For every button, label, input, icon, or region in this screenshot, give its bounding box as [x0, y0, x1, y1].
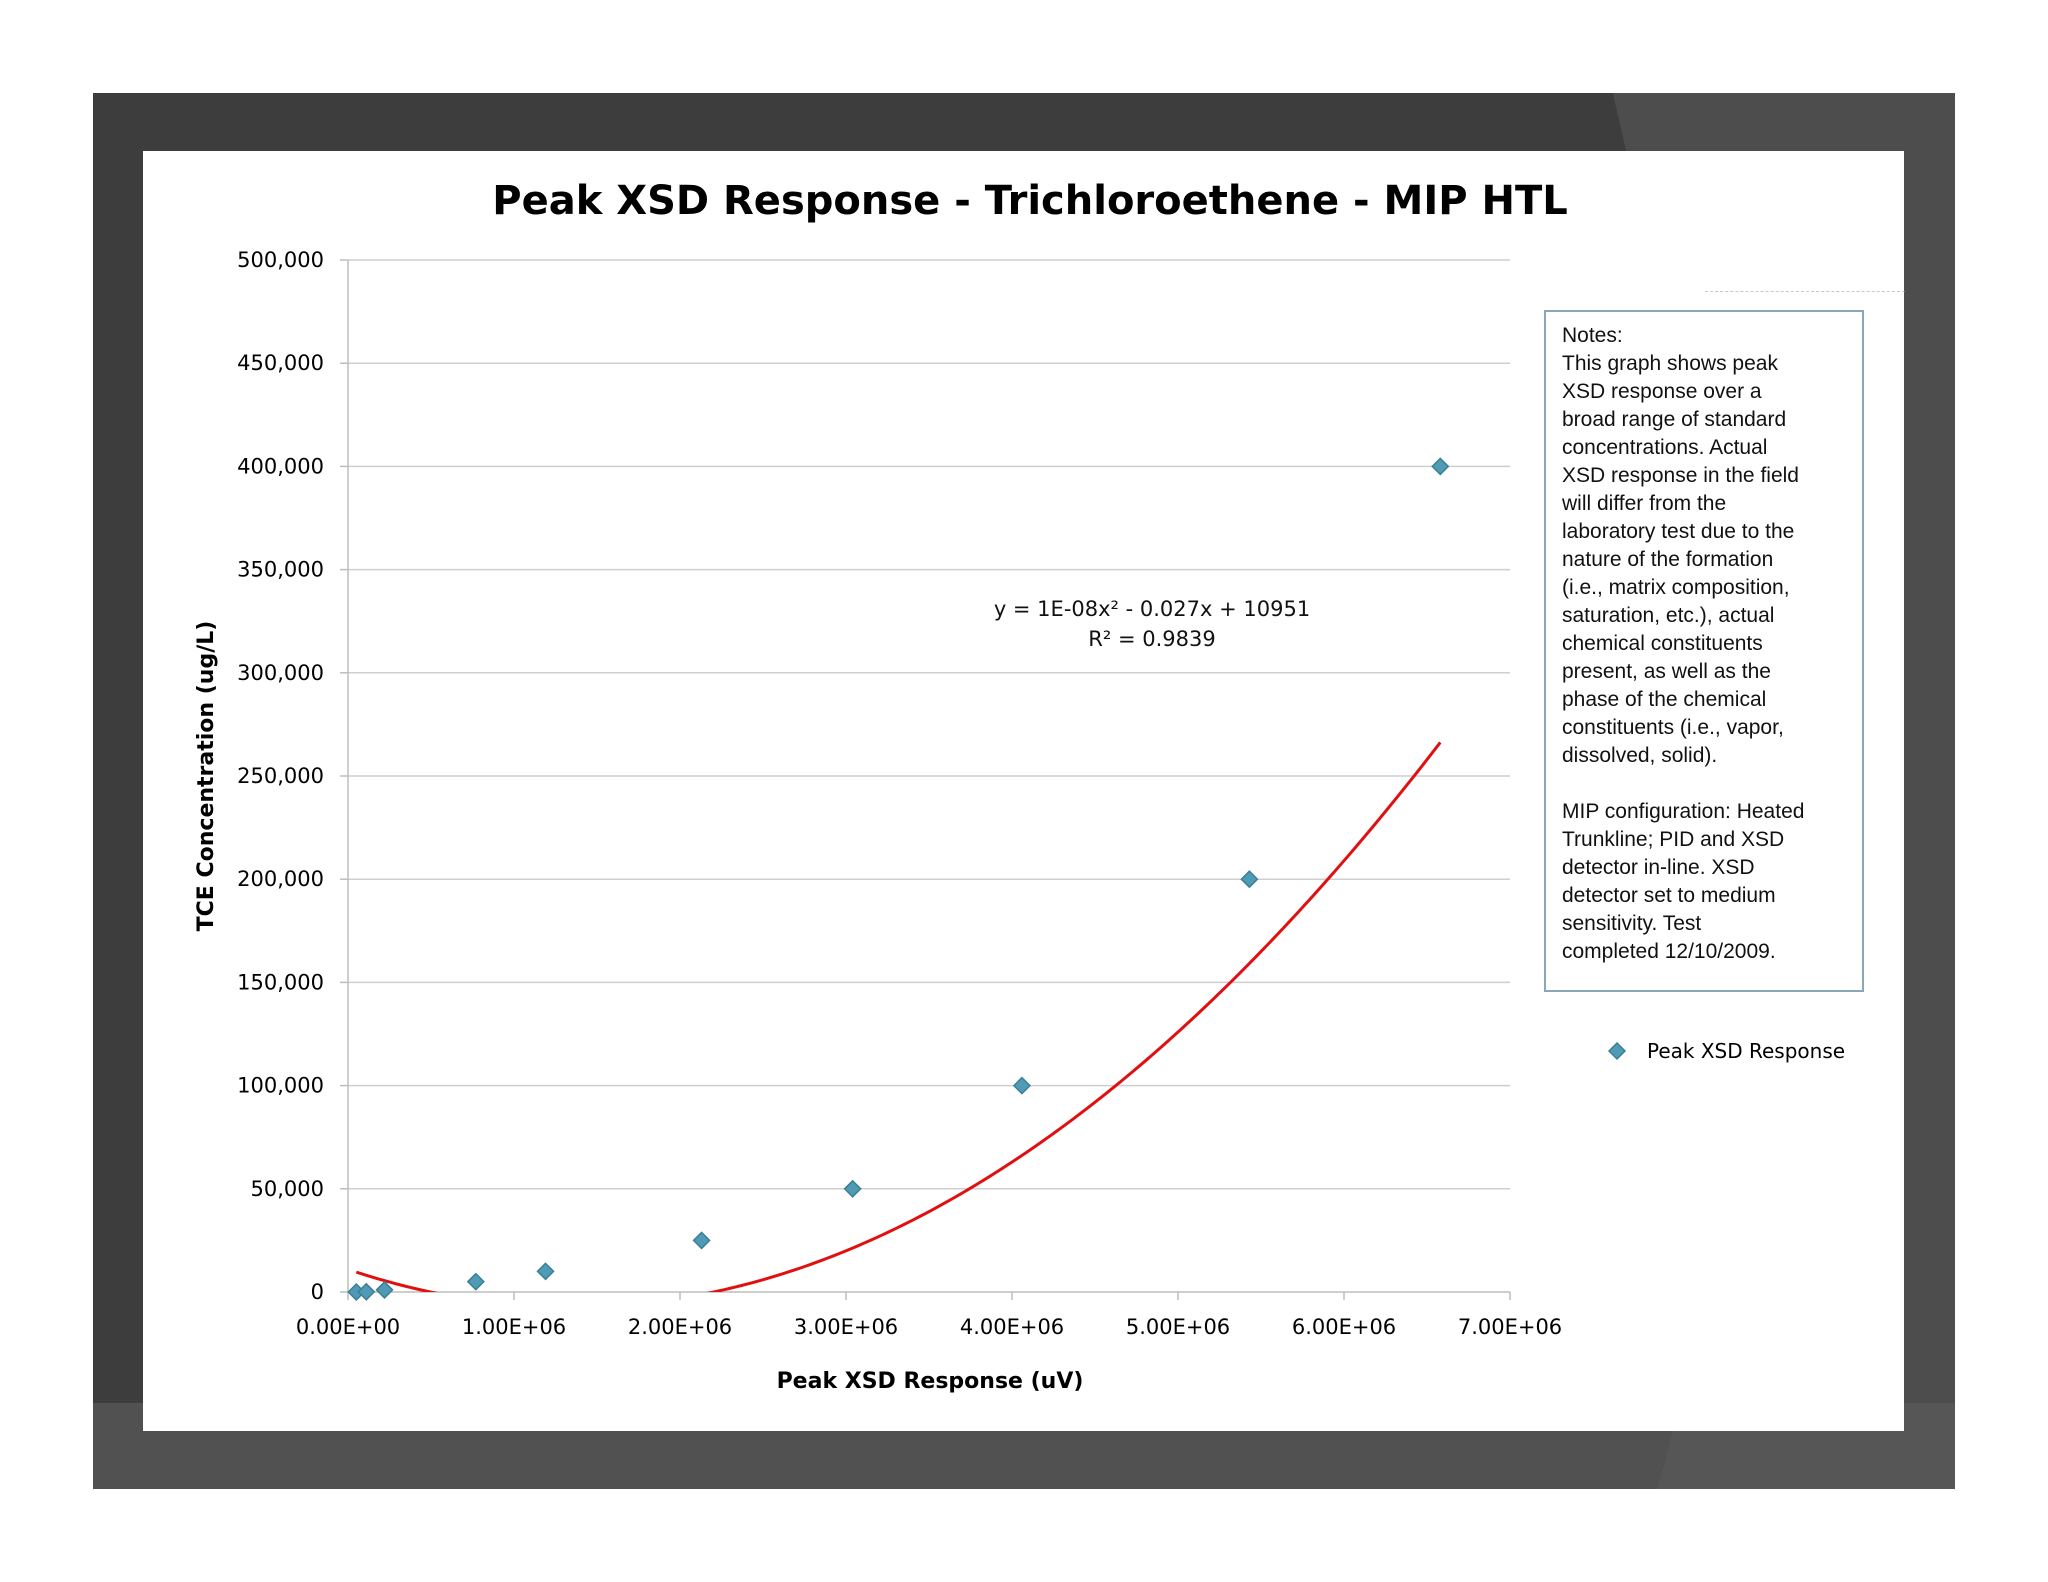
grid-layer [348, 260, 1510, 1189]
data-point [694, 1232, 710, 1248]
data-point [377, 1282, 393, 1298]
y-tick-label: 350,000 [237, 557, 324, 582]
y-tick-label: 400,000 [237, 454, 324, 479]
y-tick-label: 50,000 [250, 1176, 324, 1201]
notes-paragraph-2: MIP configuration: Heated Trunkline; PID and XSD detector in-line. XSD detector set to medium sensitivity. Test completed 12/10/2009. [1562, 800, 1805, 963]
y-axis-title: TCE Concentration (ug/L) [194, 620, 219, 932]
legend-marker-icon [1609, 1043, 1625, 1059]
data-point [845, 1181, 861, 1197]
y-tick-label: 200,000 [237, 867, 324, 892]
trend-layer [356, 742, 1440, 1307]
data-point [538, 1263, 554, 1279]
x-tick-label: 7.00E+06 [1457, 1315, 1563, 1339]
chart-title: Peak XSD Response - Trichloroethene - MIP HTL [492, 178, 1568, 224]
data-point [1014, 1078, 1030, 1094]
x-tick-label: 5.00E+06 [1125, 1315, 1231, 1339]
trendline-curve [356, 742, 1440, 1307]
y-tick-label: 100,000 [237, 1073, 324, 1098]
notes-heading: Notes: [1562, 324, 1623, 347]
trendline-equation: y = 1E-08x² - 0.027x + 10951 [993, 597, 1311, 621]
axes-layer [237, 248, 1562, 1339]
x-tick-label: 0.00E+00 [295, 1315, 401, 1339]
y-tick-label: 500,000 [237, 248, 324, 272]
x-axis-title: Peak XSD Response (uV) [776, 1369, 1084, 1394]
legend [1609, 1039, 1845, 1063]
y-tick-label: 450,000 [237, 351, 324, 376]
x-tick-label: 3.00E+06 [793, 1315, 899, 1339]
x-tick-label: 1.00E+06 [461, 1315, 567, 1339]
data-point [468, 1274, 484, 1290]
y-tick-label: 250,000 [237, 764, 324, 788]
y-tick-label: 150,000 [237, 970, 324, 995]
legend-label: Peak XSD Response [1647, 1039, 1846, 1063]
notes-paragraph-1: This graph shows peak XSD response over a broad range of standard concentrations. Actual XSD response in the field will differ from the laboratory test due to the nature of the formation (i.e., matrix composition, saturation, etc.), actual chemical constituents present, as well as the phase of the chemical constituents (i.e., vapor, dissolved, solid). [1562, 352, 1799, 767]
trendline-r2: R² = 0.9839 [1088, 627, 1216, 651]
notes-box [1544, 310, 1864, 992]
dashed-divider [1705, 291, 1905, 292]
x-tick-label: 4.00E+06 [959, 1315, 1065, 1339]
x-tick-label: 6.00E+06 [1291, 1315, 1397, 1339]
data-point [1241, 871, 1257, 887]
data-point [1432, 458, 1448, 474]
x-tick-label: 2.00E+06 [627, 1315, 733, 1339]
data-point [358, 1284, 374, 1300]
y-tick-label: 300,000 [237, 660, 324, 685]
y-tick-label: 0 [310, 1280, 324, 1304]
